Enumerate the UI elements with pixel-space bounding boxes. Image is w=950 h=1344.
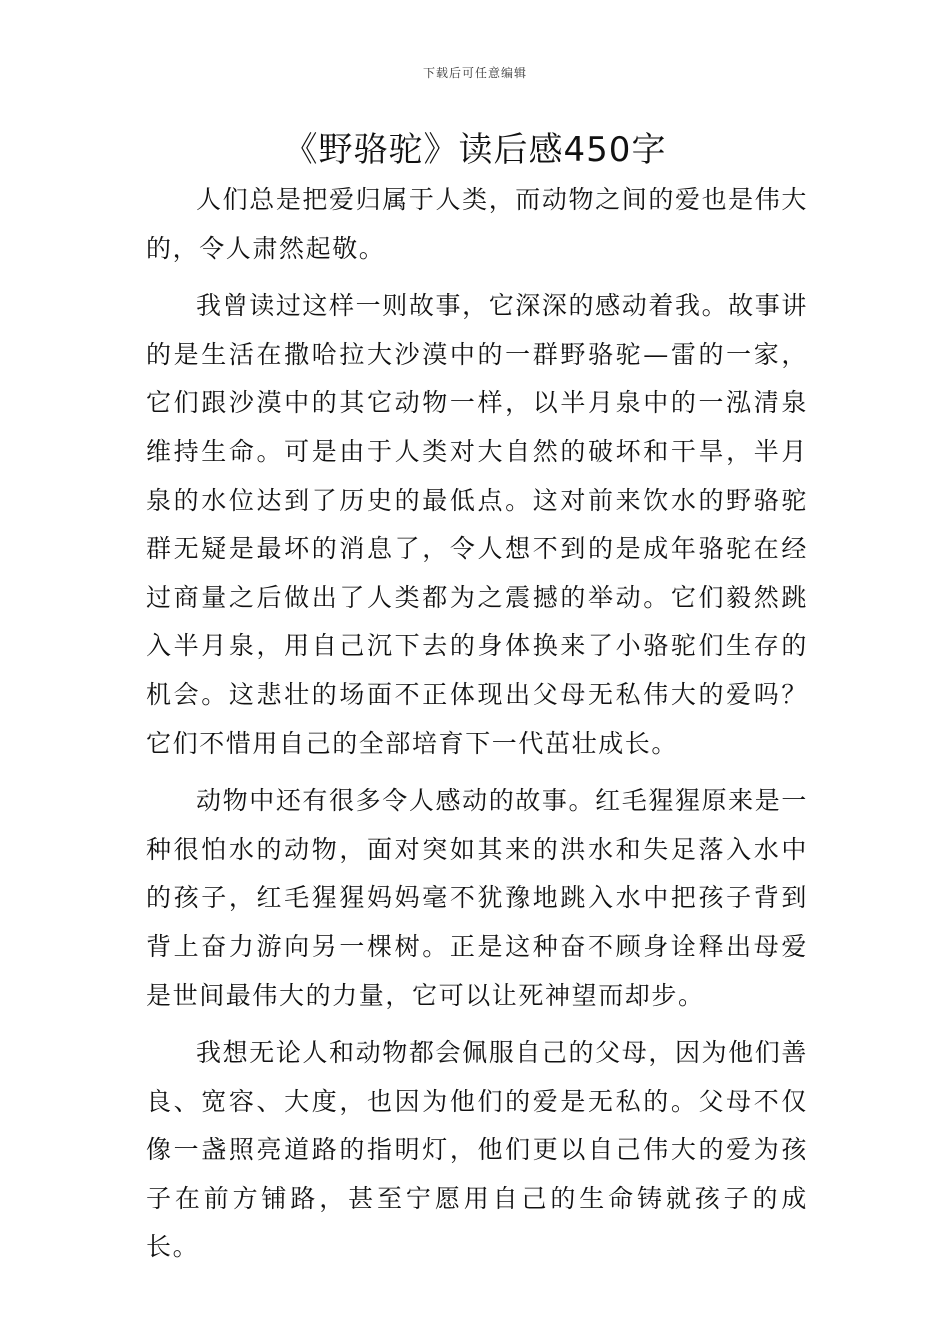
paragraph-2: 我曾读过这样一则故事，它深深的感动着我。故事讲的是生活在撒哈拉大沙漠中的一群野骆驼—雷的一家，它们跟沙漠中的其它动物一样，以半月泉中的一泓清泉维持生命。可是由于人类对大自然的破坏和干旱，半月泉的水位达到了历史的最低点。这对前来饮水的野骆驼群无疑是最坏的消息了，令人想不到的是成年骆驼在经过商量之后做出了人类都为之震撼的举动。它们毅然跳入半月泉，用自己沉下去的身体换来了小骆驼们生存的机会。这悲壮的场面不正体现出父母无私伟大的爱吗？它们不惜用自己的全部培育下一代茁壮成长。 [146,291,808,758]
paragraph-1: 人们总是把爱归属于人类，而动物之间的爱也是伟大的，令人肃然起敬。 [146,185,808,263]
paragraph-4: 我想无论人和动物都会佩服自己的父母，因为他们善良、宽容、大度，也因为他们的爱是无私的。父母不仅像一盏照亮道路的指明灯，他们更以自己伟大的爱为孩子在前方铺路，甚至宁愿用自己的生命铸就孩子的成长。 [146,1038,808,1262]
document-body [146,176,808,1281]
document-title: 《野骆驼》读后感450字 [283,130,667,170]
page-header-note: 下载后可任意编辑 [422,66,527,80]
paragraph-3: 动物中还有很多令人感动的故事。红毛猩猩原来是一种很怕水的动物，面对突如其来的洪水和失足落入水中的孩子，红毛猩猩妈妈毫不犹豫地跳入水中把孩子背到背上奋力游向另一棵树。正是这种奋不顾身诠释出母爱是世间最伟大的力量，它可以让死神望而却步。 [146,786,808,1010]
